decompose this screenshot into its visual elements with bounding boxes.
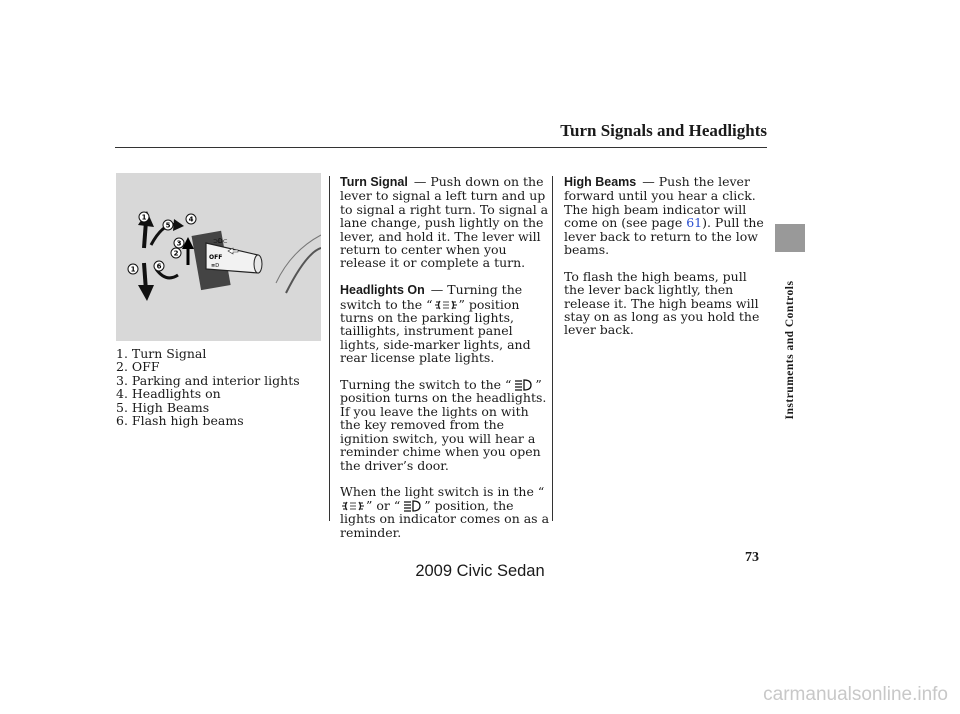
callout-5: 5 [165, 221, 171, 230]
side-section-label: Instruments and Controls [784, 280, 796, 420]
turn-signal-heading: Turn Signal [340, 175, 408, 189]
high-beams-paragraph-1 [564, 175, 766, 256]
heading-dash: — [413, 174, 427, 189]
high-beams-paragraph-2: To flash the high beams, pull the lever back lightly, then release it. The high beams will stay on as long as you hold the lever back. [564, 268, 760, 338]
turn-signal-text: Push down on the lever to signal a left turn and up to signal a right turn. To signal a lane change, push lightly on the lever, and hold it. The lever will return to center when you release it or complete a turn. [340, 174, 549, 271]
caption-item: 2. OFF [116, 359, 160, 375]
headlights-p3-b: ” or “ [366, 497, 401, 513]
high-beams-text-a: Push the lever forward until you hear a click. The high beam indicator will come on (see page [564, 174, 756, 231]
callout-1-lower: 1 [130, 265, 136, 274]
headlights-on-heading: Headlights On [340, 283, 425, 298]
parking-lights-icon [342, 500, 364, 512]
lever-illustration [116, 173, 321, 341]
callout-2: 2 [173, 249, 179, 258]
caption-item: 1. Turn Signal [116, 346, 207, 361]
lever-off-label: OFF [209, 254, 223, 261]
caption-item: 4. Headlights on [116, 386, 221, 402]
headlights-p2-a: Turning the switch to the “ [340, 377, 512, 393]
high-beams-heading: High Beams [564, 175, 637, 189]
headlights-text-a: Turning the switch to the “ [340, 282, 523, 312]
right-column [564, 175, 766, 350]
headlights-text-b: ” position turns on the parking lights, taillights, instrument panel lights, side-marker lights, and rear license plate lights. [340, 296, 531, 366]
callout-6: 6 [156, 262, 162, 271]
headlight-icon [402, 500, 422, 512]
headlights-on-paragraph-3 [340, 485, 550, 539]
high-beam-arrow-head [173, 219, 184, 231]
steering-wheel-rim [286, 248, 321, 293]
headlights-p2-b: ” position turns on the headlights. If you leave the lights on with the key removed from the ignition switch, you will hear a reminder chime when you open the driver’s door. [340, 377, 547, 473]
page-61-link[interactable]: 61 [686, 215, 703, 231]
page-number: 73 [745, 550, 759, 565]
column-divider [552, 176, 553, 521]
title-rule [115, 147, 767, 148]
headlights-p3-a: When the light switch is in the “ [340, 484, 545, 500]
turn-signal-paragraph [340, 175, 550, 270]
caption-item: 5. High Beams [116, 399, 210, 415]
headlights-p3-c: ” position, the lights on indicator comes on as a reminder. [340, 497, 550, 540]
figure-caption-list [116, 347, 300, 427]
callout-4: 4 [188, 215, 194, 224]
section-tab [775, 224, 805, 252]
callout-3: 3 [176, 239, 182, 248]
callout-1: 1 [141, 213, 147, 222]
headlights-on-paragraph-2 [340, 378, 550, 472]
column-divider [329, 176, 330, 521]
headlights-on-paragraph-1 [340, 283, 550, 364]
high-beams-text-b: ). Pull the lever back to return to the low beams. [564, 215, 764, 258]
middle-column [340, 175, 550, 552]
lever-diagram [116, 173, 321, 341]
section-title: Turn Signals and Headlights [560, 121, 767, 140]
steering-wheel-edge [276, 235, 321, 283]
caption-item: 3. Parking and interior lights [116, 372, 300, 388]
caption-item: 6. Flash high beams [116, 413, 244, 429]
lever-headlight-mark: ≣D [211, 263, 220, 269]
heading-dash: — [430, 282, 444, 298]
parking-lights-icon [435, 299, 457, 311]
footer-model: 2009 Civic Sedan [415, 562, 545, 580]
lever-parking-mark: ⊃D⊂ [213, 238, 228, 245]
heading-dash: — [642, 174, 655, 189]
signal-down-arrow-head [138, 285, 154, 301]
watermark: carmanualsonline.info [763, 684, 948, 705]
headlight-icon [513, 379, 533, 391]
lever-tip [254, 255, 262, 273]
